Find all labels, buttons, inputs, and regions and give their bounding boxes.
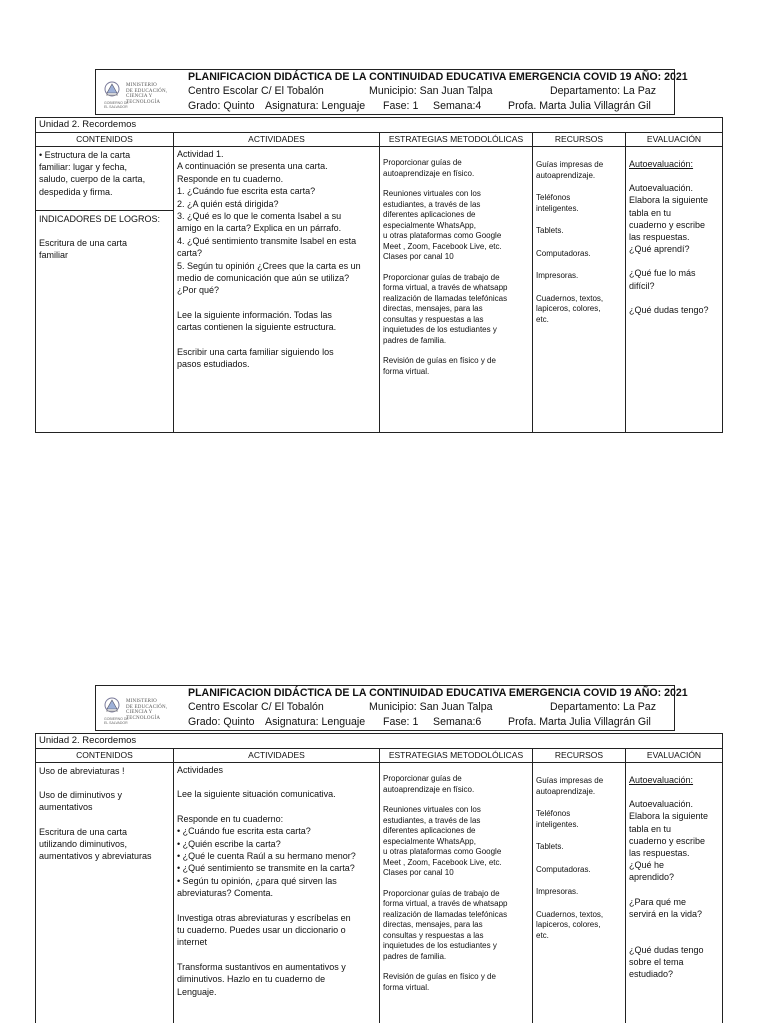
table-header-row: [36, 749, 722, 763]
header-recursos: RECURSOS: [533, 133, 626, 146]
actividades-cell: [174, 147, 380, 432]
text-line: u otras plataformas como Google: [383, 231, 502, 240]
text-line: [39, 225, 170, 237]
grado: Grado: Quinto: [188, 100, 255, 112]
text-line: etc.: [536, 314, 549, 324]
asignatura: Asignatura: Lenguaje: [265, 716, 366, 728]
header-evaluacion: EVALUACIÓN: [646, 750, 702, 760]
evaluacion-cell: [626, 147, 722, 432]
text-line: las respuestas.: [629, 232, 690, 243]
text-line: Proporcionar guías de trabajo de: [383, 888, 500, 898]
text-line: Teléfonos: [536, 193, 571, 202]
text-line: Actividad 1.: [177, 149, 224, 159]
plan-title: PLANIFICACION DIDÁCTICA DE LA CONTINUIDAD EDUCATIVA EMERGENCIA COVID 19 AÑO: 2021: [188, 71, 688, 83]
paragraph: [536, 249, 622, 260]
caption-line: EL SALVADOR: [104, 721, 128, 725]
coat-of-arms-icon: [102, 696, 122, 716]
text-line: ¿Qué dudas tengo: [629, 945, 704, 956]
text-line: tabla en tu: [629, 823, 672, 834]
text-line: realización de llamadas telefónicas: [383, 909, 508, 919]
text-line: directas, mensajes, para las: [383, 304, 483, 313]
text-line: consultas y respuestas a las: [383, 930, 484, 940]
text-line: familiar: lugar y fecha,: [39, 162, 128, 173]
departamento: Departamento: La Paz: [550, 85, 656, 97]
text-line: [177, 334, 376, 346]
text-line: diferentes aplicaciones de: [383, 826, 476, 835]
paragraph: [383, 889, 529, 963]
text-line: [629, 932, 719, 944]
text-line: inteligentes.: [536, 819, 579, 829]
asignatura: Asignatura: Lenguaje: [265, 100, 366, 112]
contenidos-cell: [36, 763, 174, 1023]
paragraph: [383, 273, 529, 347]
paragraph: [536, 193, 622, 214]
text-line: Revisión de guías en físico y de: [383, 356, 496, 365]
header-actividades: ACTIVIDADES: [174, 133, 380, 146]
text-line: Transforma sustantivos en aumentativos y: [177, 961, 346, 972]
text-line: Reuniones virtuales con los: [383, 805, 481, 814]
plan-table: [35, 117, 723, 433]
text-line: Guías impresas de: [536, 776, 604, 785]
text-line: Cuadernos, textos,: [536, 909, 604, 919]
text-line: cartas contienen la siguiente estructura.: [177, 322, 337, 333]
paragraph: [383, 774, 529, 795]
profesora: Profa. Marta Julia Villagrán Gil: [508, 716, 651, 728]
text-line: Meet , Zoom, Facebook Live, etc.: [383, 857, 502, 867]
text-line: Elabora la siguiente: [629, 195, 709, 206]
text-line: sobre el tema: [629, 957, 684, 968]
fase: Fase: 1: [383, 716, 419, 728]
school-name: Centro Escolar C/ El Tobalón: [188, 701, 324, 713]
paragraph: [629, 798, 719, 883]
text-line: ¿Para qué me: [629, 896, 687, 907]
text-line: familiar: [39, 250, 69, 261]
text-line: A continuación se presenta una carta.: [177, 161, 328, 172]
text-line: [177, 297, 376, 309]
semana: Semana:4: [433, 100, 482, 112]
text-line: [177, 776, 376, 788]
text-line: aumentativos y abreviaturas: [39, 851, 152, 862]
text-line: Escribir una carta familiar siguiendo los: [177, 346, 334, 357]
text-line: Revisión de guías en físico y de: [383, 972, 496, 981]
evaluacion-title: Autoevaluación:: [629, 159, 694, 169]
header-recursos: RECURSOS: [533, 749, 626, 762]
text-line: Uso de diminutivos y: [39, 790, 123, 801]
plan-header: [95, 69, 688, 115]
text-line: forma virtual, a través de whatsapp: [383, 899, 508, 908]
text-line: despedida y firma.: [39, 186, 113, 197]
text-line: las respuestas.: [629, 848, 690, 859]
text-line: cuaderno y escribe: [629, 219, 706, 230]
paragraph: [629, 182, 719, 255]
grado: Grado: Quinto: [188, 716, 255, 728]
paragraph: [383, 356, 529, 377]
paragraph: [383, 158, 529, 179]
text-line: abreviaturas? Comenta.: [177, 888, 274, 899]
text-line: [177, 900, 376, 912]
text-line: Cuadernos, textos,: [536, 293, 604, 303]
text-line: inquietudes de los estudiantes y: [383, 325, 497, 334]
evaluacion-cell: [626, 763, 722, 1023]
text-line: padres de familia.: [383, 335, 447, 345]
ministry-logo: [102, 78, 180, 108]
text-line: aumentativos: [39, 802, 93, 813]
fase: Fase: 1: [383, 100, 419, 112]
logo-line: DE EDUCACIÓN,: [126, 88, 168, 94]
text-line: Clases por canal 10: [383, 868, 454, 877]
text-line: Clases por canal 10: [383, 252, 454, 261]
text-line: Lee la siguiente situación comunicativa.: [177, 789, 336, 800]
text-line: Computadoras.: [536, 248, 591, 258]
logo-line: MINISTERIO: [126, 83, 157, 88]
text-line: forma virtual.: [383, 982, 430, 992]
text-line: INDICADORES DE LOGROS:: [39, 214, 161, 224]
paragraph: [383, 972, 529, 993]
text-line: • ¿Qué sentimiento se transmite en la carta?: [177, 863, 355, 874]
text-line: ¿Qué fue lo más: [629, 268, 696, 279]
text-line: Teléfonos: [536, 809, 571, 818]
coat-of-arms-icon: [102, 80, 122, 100]
evaluacion-items: [629, 182, 719, 316]
text-line: inquietudes de los estudiantes y: [383, 941, 497, 950]
paragraph: [383, 805, 529, 879]
ministry-logo: [102, 694, 180, 724]
text-line: • Según tu opinión, ¿para qué sirven las: [177, 875, 337, 886]
recursos-cell: [533, 147, 626, 432]
municipio: Municipio: San Juan Talpa: [369, 85, 493, 97]
text-line: pasos estudiados.: [177, 359, 250, 370]
header-contenidos: CONTENIDOS: [36, 133, 174, 146]
paragraph: [536, 294, 622, 326]
plan-header: [95, 685, 688, 731]
caption-line: EL SALVADOR: [104, 105, 128, 109]
text-line: 4. ¿Qué sentimiento transmite Isabel en esta: [177, 235, 357, 246]
text-line: Impresoras.: [536, 271, 579, 280]
header-contenidos: CONTENIDOS: [36, 749, 174, 762]
text-line: utilizando diminutivos,: [39, 838, 128, 849]
paragraph: [536, 271, 622, 282]
text-line: autoaprendizaje en físico.: [383, 168, 475, 178]
paragraph: [536, 910, 622, 942]
text-line: Responde en tu cuaderno.: [177, 173, 284, 184]
text-line: Escritura de una carta: [39, 826, 128, 837]
logo-line: CIENCIA Y: [126, 94, 153, 100]
text-line: autoaprendizaje.: [536, 786, 596, 796]
text-line: amigo en la carta? Explica en un párrafo.: [177, 223, 342, 234]
text-line: [39, 777, 170, 789]
logo-line: MINISTERIO: [126, 699, 157, 704]
text-line: Guías impresas de: [536, 160, 604, 169]
text-line: especialmente WhatsApp,: [383, 220, 476, 230]
school-name: Centro Escolar C/ El Tobalón: [188, 85, 324, 97]
text-line: carta?: [177, 248, 203, 259]
text-line: Lee la siguiente información. Todas las: [177, 309, 332, 320]
text-line: ¿Qué aprendí?: [629, 244, 690, 255]
paragraph: [536, 842, 622, 853]
text-line: • ¿Quién escribe la carta?: [177, 838, 281, 849]
text-line: ¿Por qué?: [177, 285, 220, 296]
text-line: ¿Qué he: [629, 860, 665, 871]
text-line: Responde en tu cuaderno:: [177, 813, 284, 824]
table-header-row: [36, 133, 722, 147]
text-line: Proporcionar guías de: [383, 158, 462, 167]
text-line: forma virtual, a través de whatsapp: [383, 283, 508, 292]
ministry-name: [126, 699, 167, 721]
text-line: ¿Qué dudas tengo?: [629, 304, 709, 315]
plan-title: PLANIFICACION DIDÁCTICA DE LA CONTINUIDAD EDUCATIVA EMERGENCIA COVID 19 AÑO: 2021: [188, 687, 688, 699]
logo-line: CIENCIA Y: [126, 710, 153, 716]
text-line: • ¿Cuándo fue escrita esta carta?: [177, 826, 311, 837]
ministry-name: [126, 83, 167, 105]
text-line: 2. ¿A quién está dirigida?: [177, 198, 279, 209]
semana: Semana:6: [433, 716, 482, 728]
text-line: servirá en la vida?: [629, 908, 703, 919]
text-line: estudiantes, a través de las: [383, 815, 481, 825]
text-line: [177, 801, 376, 813]
municipio: Municipio: San Juan Talpa: [369, 701, 493, 713]
recursos-cell: [533, 763, 626, 1023]
text-line: tu cuaderno. Puedes usar un diccionario o: [177, 925, 346, 936]
header-evaluacion: EVALUACIÓN: [646, 134, 702, 144]
text-line: Escritura de una carta: [39, 238, 128, 249]
text-line: saludo, cuerpo de la carta,: [39, 174, 146, 185]
indicadores-text: [36, 211, 173, 264]
text-line: Elabora la siguiente: [629, 811, 709, 822]
text-line: Proporcionar guías de trabajo de: [383, 272, 500, 282]
text-line: 5. Según tu opinión ¿Crees que la carta es un: [177, 260, 361, 271]
header-actividades: ACTIVIDADES: [174, 749, 380, 762]
text-line: Tablets.: [536, 226, 564, 235]
estrategias-cell: [380, 763, 533, 1023]
table-body-row: [36, 147, 722, 432]
text-line: Reuniones virtuales con los: [383, 189, 481, 198]
logo-line: TECNOLOGÍA: [126, 715, 161, 721]
text-line: Actividades: [177, 765, 224, 775]
estrategias-cell: [380, 147, 533, 432]
text-line: Meet , Zoom, Facebook Live, etc.: [383, 241, 502, 251]
text-line: estudiado?: [629, 969, 674, 980]
unit-title: Unidad 2. Recordemos: [36, 734, 722, 749]
text-line: 3. ¿Qué es lo que le comenta Isabel a su: [177, 211, 342, 222]
paragraph: [629, 932, 719, 981]
text-line: realización de llamadas telefónicas: [383, 293, 508, 303]
text-line: 1. ¿Cuándo fue escrita esta carta?: [177, 186, 316, 197]
paragraph: [536, 776, 622, 797]
text-line: autoaprendizaje.: [536, 170, 596, 180]
text-line: lapiceros, colores,: [536, 304, 601, 313]
contenidos-text: [36, 147, 173, 211]
text-line: consultas y respuestas a las: [383, 314, 484, 324]
text-line: forma virtual.: [383, 366, 430, 376]
government-caption: [104, 717, 129, 725]
text-line: • Estructura de la carta: [39, 150, 131, 160]
text-line: padres de familia.: [383, 951, 447, 961]
text-line: lapiceros, colores,: [536, 920, 601, 929]
paragraph: [536, 226, 622, 237]
text-line: inteligentes.: [536, 203, 579, 213]
departamento: Departamento: La Paz: [550, 701, 656, 713]
paragraph: [629, 896, 719, 920]
text-line: cuaderno y escribe: [629, 835, 706, 846]
text-line: diferentes aplicaciones de: [383, 210, 476, 219]
text-line: [39, 814, 170, 826]
text-line: [177, 949, 376, 961]
paragraph: [536, 809, 622, 830]
paragraph: [629, 267, 719, 291]
actividades-cell: [174, 763, 380, 1023]
text-line: Computadoras.: [536, 864, 591, 874]
paragraph: [536, 865, 622, 876]
text-line: Tablets.: [536, 842, 564, 851]
paragraph: [383, 189, 529, 263]
text-line: diminutivos. Hazlo en tu cuaderno de: [177, 974, 326, 985]
text-line: Autoevaluación.: [629, 799, 694, 810]
text-line: etc.: [536, 930, 549, 940]
plan-table: [35, 733, 723, 1023]
profesora: Profa. Marta Julia Villagrán Gil: [508, 100, 651, 112]
text-line: aprendido?: [629, 872, 675, 883]
unit-title: Unidad 2. Recordemos: [36, 118, 722, 133]
text-line: Investiga otras abreviaturas y escríbelas en: [177, 912, 351, 923]
paragraph: [536, 887, 622, 898]
text-line: Lenguaje.: [177, 986, 217, 997]
caption-line: GOBIERNO DE: [104, 717, 129, 721]
text-line: u otras plataformas como Google: [383, 847, 502, 856]
text-line: tabla en tu: [629, 207, 672, 218]
government-caption: [104, 101, 129, 109]
paragraph: [629, 304, 719, 316]
text-line: estudiantes, a través de las: [383, 199, 481, 209]
text-line: • ¿Qué le cuenta Raúl a su hermano menor?: [177, 851, 356, 862]
logo-line: TECNOLOGÍA: [126, 99, 161, 105]
text-line: Proporcionar guías de: [383, 774, 462, 783]
header-estrategias: ESTRATEGIAS METODOLÓLICAS: [380, 133, 533, 146]
header-estrategias: ESTRATEGIAS METODOLÓLICAS: [380, 749, 533, 762]
text-line: directas, mensajes, para las: [383, 920, 483, 929]
evaluacion-title: Autoevaluación:: [629, 775, 694, 785]
text-line: Impresoras.: [536, 887, 579, 896]
table-body-row: [36, 763, 722, 1023]
logo-line: DE EDUCACIÓN,: [126, 704, 168, 710]
contenidos-cell: [36, 147, 174, 432]
evaluacion-items: [629, 798, 719, 980]
text-line: difícil?: [629, 280, 655, 291]
text-line: especialmente WhatsApp,: [383, 836, 476, 846]
contenidos-text: [36, 763, 173, 864]
text-line: Autoevaluación.: [629, 183, 694, 194]
text-line: internet: [177, 937, 208, 948]
text-line: autoaprendizaje en físico.: [383, 784, 475, 794]
caption-line: GOBIERNO DE: [104, 101, 129, 105]
text-line: medio de comunicación que aún se utiliza?: [177, 273, 350, 284]
text-line: Uso de abreviaturas !: [39, 766, 125, 776]
paragraph: [536, 160, 622, 181]
